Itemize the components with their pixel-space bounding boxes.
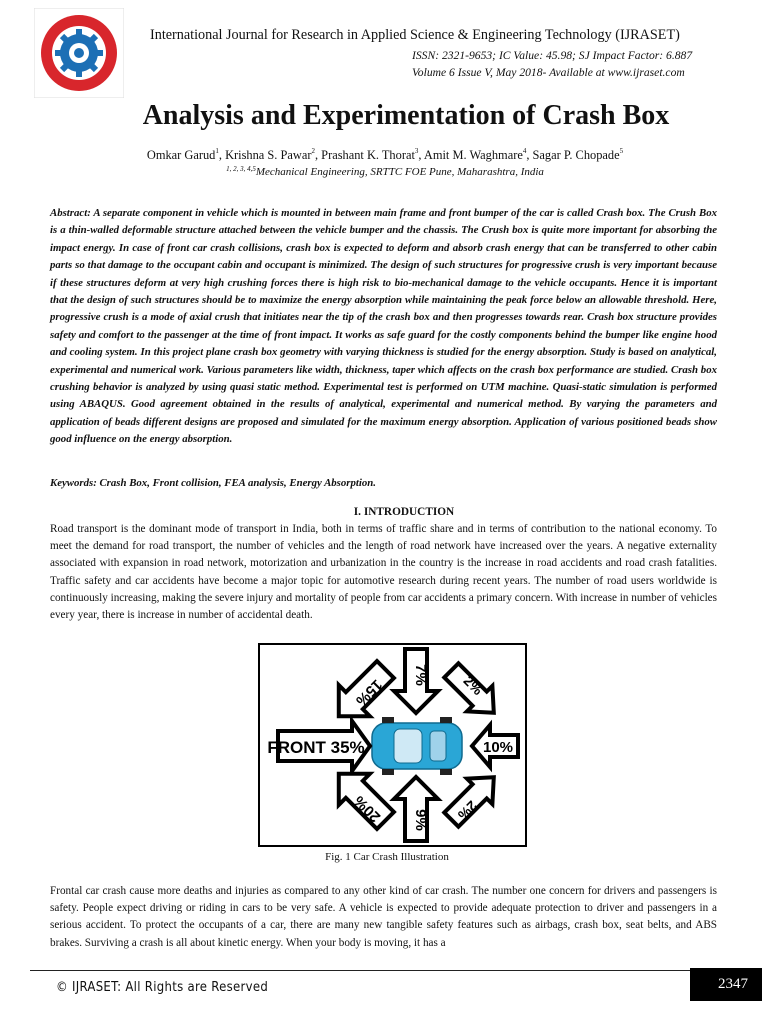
bottom-right-impact-label: 2% xyxy=(454,797,481,824)
author-name: Omkar Garud xyxy=(146,148,216,162)
journal-name: International Journal for Research in Applied Science & Engineering Technology (IJRASET) xyxy=(150,27,680,43)
crash-illustration-figure xyxy=(258,643,527,847)
figure-caption: Fig. 1 Car Crash Illustration xyxy=(325,851,449,863)
abstract-text: : A separate component in vehicle which is mounted in between main frame and front bumper of the car is called Crash box. The Crush Box is a thin-walled deformable structure attached between the vehicle bumper and the chassis. The Crush box is quite more important for absorbing the impact energy. In case of front car crash collisions, crash box is expected to deform and absorb crash energy that can be transferred to other cabin parts so that damage to the occupant cabin and occupant is minimized. The design of such structures for progressive crush is very important because if these structures deform at very high crushing forces there is high risk to bio-mechanical damage to the vehicle occupants. Hence it is important that the design of such structures should be to maximize the energy absorption while maintaining the peak force below an allowable threshold. Here, progressive crush is a mode of axial crush that initiates near the tip of the crash box and then progresses towards rear. Crash box structure provides safety and comfort to the passenger at the time of front impact. It works as safe guard for the costly components behind the bumper like engine hood and cooling system. In this project plane crash box geometry with varying thickness is studied for the energy absorption. Study is based on analytical, experimental and numerical work. Various parameters like width, thickness, taper which affects on the crash box performance are studied. Crash box crushing behavior is analyzed by using quasi static method. Experimental test is performed on UTM machine. Quasi-static simulation is performed using ABAQUS. Good agreement obtained in the results of analytical, experimental and numerical method. By varying the parameters and application of beads different designs are proposed and simulated for the maximum energy absorption. Application of various positioned beads show good influence on the energy absorption. xyxy=(50,207,717,446)
author-name: Sagar P. Chopade xyxy=(532,148,620,162)
author-affil-mark: 3 xyxy=(414,147,419,155)
author-name: Amit M. Waghmare xyxy=(423,148,523,162)
author-name: Krishna S. Pawar xyxy=(225,148,312,162)
issn-line: ISSN: 2321-9653; IC Value: 45.98; SJ Impact Factor: 6.887 xyxy=(412,49,693,62)
affiliation xyxy=(0,166,768,178)
author-name: Prashant K. Thorat xyxy=(321,148,415,162)
top-impact-arrow xyxy=(394,649,438,713)
affiliation-text: Mechanical Engineering, SRTTC FOE Pune, Maharashtra, India xyxy=(255,166,544,178)
author-affil-mark: 4 xyxy=(522,147,527,155)
footer-divider xyxy=(30,970,690,971)
front-impact-label: FRONT 35% xyxy=(267,738,365,757)
keywords: Keywords: Crash Box, Front collision, FEA analysis, Energy Absorption. xyxy=(50,477,376,489)
abstract-label: Abstract xyxy=(50,207,88,219)
paper-title: Analysis and Experimentation of Crash Box xyxy=(142,100,670,131)
top-right-impact-label: 2% xyxy=(460,672,487,699)
page-number-box xyxy=(690,968,762,1001)
copyright-notice: © IJRASET: All Rights are Reserved xyxy=(56,980,269,995)
volume-line: Volume 6 Issue V, May 2018- Available at www.ijraset.com xyxy=(412,66,685,79)
author-affil-mark: 5 xyxy=(619,147,624,155)
intro-paragraph: Road transport is the dominant mode of transport in India, both in terms of traffic share and in terms of contribution to the national economy. To meet the demand for road transport, the number of vehicles and the length of road network have increased over the years. A negative externality associated with expansion in road network, motorization and urbanization in the country is the increase in road accidents and road crash fatalities. Traffic safety and car accidents have become a major topic for automotive research during recent years. The number of road users worldwide is continuously increasing, making the severe injury and mortality of people from car accidents a primary concern. With increase in number of vehicles every year, there is increase in number of accidental death. xyxy=(50,523,717,622)
author-affil-mark: 2 xyxy=(311,147,315,155)
abstract xyxy=(50,205,717,449)
author-separator: , xyxy=(526,148,533,162)
front-left-impact-label: 15% xyxy=(352,675,386,710)
bottom-left-impact-label: 20% xyxy=(350,792,385,826)
author-separator: , xyxy=(314,148,322,162)
author-separator: , xyxy=(218,148,226,162)
right-impact-arrow xyxy=(472,725,518,767)
page-number: 2347 xyxy=(718,976,748,992)
journal-logo xyxy=(34,8,124,98)
top-impact-label: 7% xyxy=(412,664,429,686)
affiliation-marks: 1, 2, 3, 4,5 xyxy=(226,165,256,173)
body-paragraph: Frontal car crash cause more deaths and injuries as compared to any other kind of car crash. The number one concern for drivers and passengers is safety. People expect driving or riding in cars to be very safe. A vehicle is expected to provide adequate protection to driver and passengers in a serious accident. To protect the occupants of a car, there are many new tangible safety features such as airbags, crash box, seat belts, and ABS brakes. Surviving a crash is all about kinetic energy. When your body is moving, it has a xyxy=(50,885,717,949)
car-top-view-icon xyxy=(372,717,462,775)
section-heading: I. INTRODUCTION xyxy=(353,506,455,518)
author-list xyxy=(0,148,768,163)
front-impact-arrow xyxy=(267,721,370,771)
top-right-impact-arrow xyxy=(439,658,507,726)
bottom-impact-arrow xyxy=(394,777,438,841)
author-affil-mark: 1 xyxy=(215,147,219,155)
right-impact-label: 10% xyxy=(482,739,514,756)
author-separator: , xyxy=(418,148,424,162)
bottom-impact-label: 9% xyxy=(412,809,429,831)
